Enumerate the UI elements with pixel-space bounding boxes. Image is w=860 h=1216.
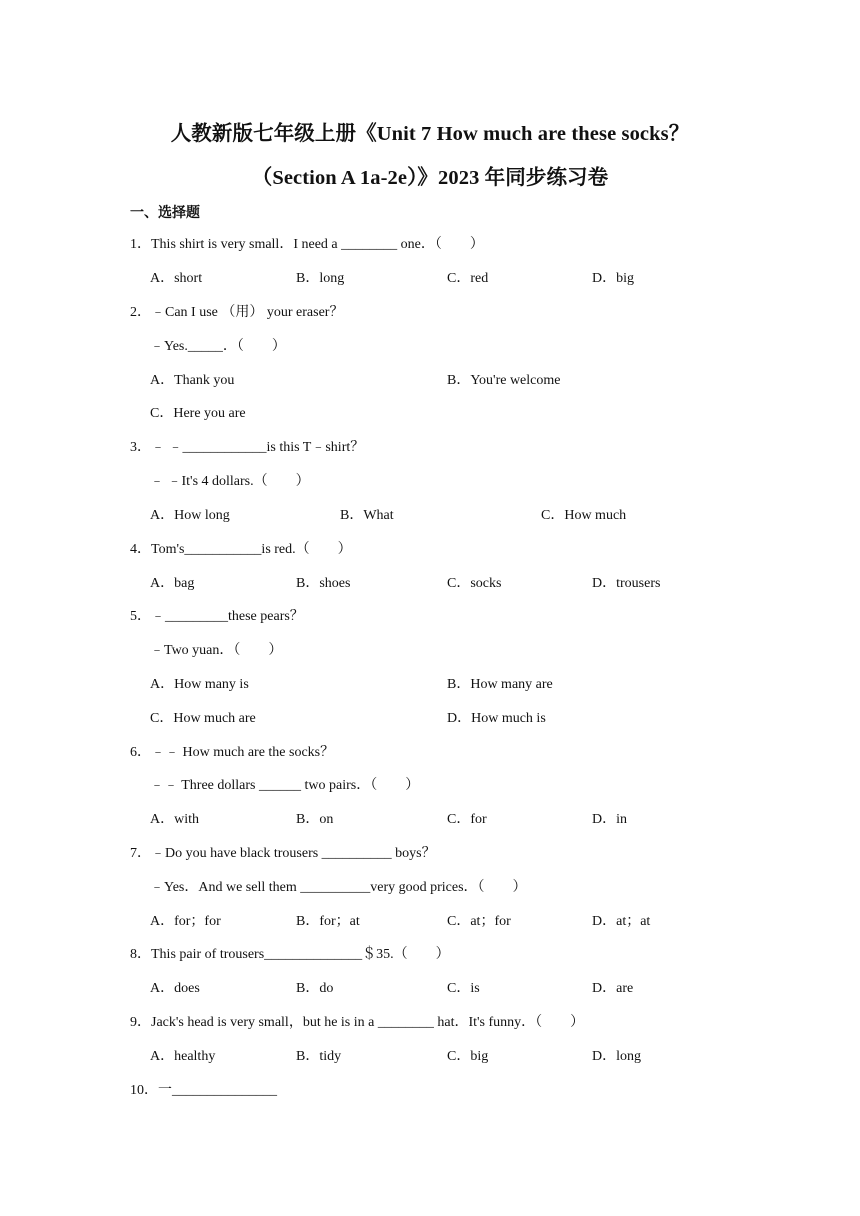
question-5-option-a[interactable]: A．How many is — [150, 677, 249, 692]
question-2-option-a[interactable]: A．Thank you — [150, 373, 235, 388]
question-2-option-c[interactable]: C．Here you are — [150, 406, 246, 421]
question-6-option-a[interactable]: A．with — [150, 812, 199, 827]
question-4-option-a[interactable]: A．bag — [150, 576, 195, 591]
question-7-option-a[interactable]: A．for；for — [150, 914, 221, 929]
page-title-line-2: （Section A 1a-2e）》2023 年同步练习卷 — [251, 167, 609, 189]
question-6-option-d[interactable]: D．in — [592, 812, 627, 827]
question-7-stem: 7．﹣Do you have black trousers __________ boys？ — [130, 846, 436, 861]
question-2-stem-response: ﹣Yes._____．（ ） — [150, 339, 286, 354]
question-4-stem: 4．Tom's___________is red.（ ） — [130, 542, 352, 557]
question-3-stem: 3．﹣ ﹣____________is this T﹣shirt？ — [130, 440, 365, 455]
question-8-option-d[interactable]: D．are — [592, 981, 634, 996]
question-7-option-b[interactable]: B．for；at — [296, 914, 360, 929]
question-9-stem: 9．Jack's head is very small，but he is in a ________ hat．It's funny．（ ） — [130, 1015, 585, 1030]
question-8-option-c[interactable]: C．is — [447, 981, 480, 996]
question-5-stem: 5．﹣_________these pears？ — [130, 609, 304, 624]
question-2-option-b[interactable]: B．You're welcome — [447, 373, 561, 388]
question-6-option-b[interactable]: B．on — [296, 812, 334, 827]
question-6-stem-response: ﹣﹣ Three dollars ______ two pairs．（ ） — [150, 778, 420, 793]
question-9-option-c[interactable]: C．big — [447, 1049, 489, 1064]
question-1-option-c[interactable]: C．red — [447, 271, 489, 286]
question-9-option-b[interactable]: B．tidy — [296, 1049, 342, 1064]
question-7-stem-response: ﹣Yes．And we sell them __________very good prices．（ ） — [150, 880, 527, 895]
question-8-stem: 8．This pair of trousers______________＄35.（ ） — [130, 947, 450, 962]
section-heading: 一、选择题 — [130, 206, 200, 221]
question-9-option-d[interactable]: D．long — [592, 1049, 641, 1064]
question-4-option-b[interactable]: B．shoes — [296, 576, 351, 591]
question-7-option-c[interactable]: C．at；for — [447, 914, 511, 929]
question-3-stem-response: ﹣ ﹣It's 4 dollars.（ ） — [150, 474, 310, 489]
question-1-option-b[interactable]: B．long — [296, 271, 345, 286]
question-10-stem: 10．一_______________ — [130, 1083, 277, 1098]
question-5-stem-response: ﹣Two yuan．（ ） — [150, 643, 283, 658]
question-6-stem: 6．﹣﹣ How much are the socks？ — [130, 745, 335, 760]
question-9-option-a[interactable]: A．healthy — [150, 1049, 216, 1064]
question-1-stem: 1．This shirt is very small．I need a ________ one．（ ） — [130, 237, 484, 252]
question-4-option-c[interactable]: C．socks — [447, 576, 502, 591]
question-8-option-a[interactable]: A．does — [150, 981, 200, 996]
question-7-option-d[interactable]: D．at；at — [592, 914, 651, 929]
question-3-option-b[interactable]: B．What — [340, 508, 394, 523]
question-4-option-d[interactable]: D．trousers — [592, 576, 661, 591]
question-3-option-c[interactable]: C．How much — [541, 508, 627, 523]
question-8-option-b[interactable]: B．do — [296, 981, 334, 996]
question-6-option-c[interactable]: C．for — [447, 812, 487, 827]
question-1-option-a[interactable]: A．short — [150, 271, 203, 286]
question-5-option-c[interactable]: C．How much are — [150, 711, 256, 726]
page-title-line-1: 人教新版七年级上册《Unit 7 How much are these socks？ — [170, 123, 690, 145]
question-1-option-d[interactable]: D．big — [592, 271, 634, 286]
question-5-option-d[interactable]: D．How much is — [447, 711, 546, 726]
question-5-option-b[interactable]: B．How many are — [447, 677, 553, 692]
question-2-stem: 2．﹣Can I use （用） your eraser？ — [130, 305, 344, 320]
question-3-option-a[interactable]: A．How long — [150, 508, 230, 523]
